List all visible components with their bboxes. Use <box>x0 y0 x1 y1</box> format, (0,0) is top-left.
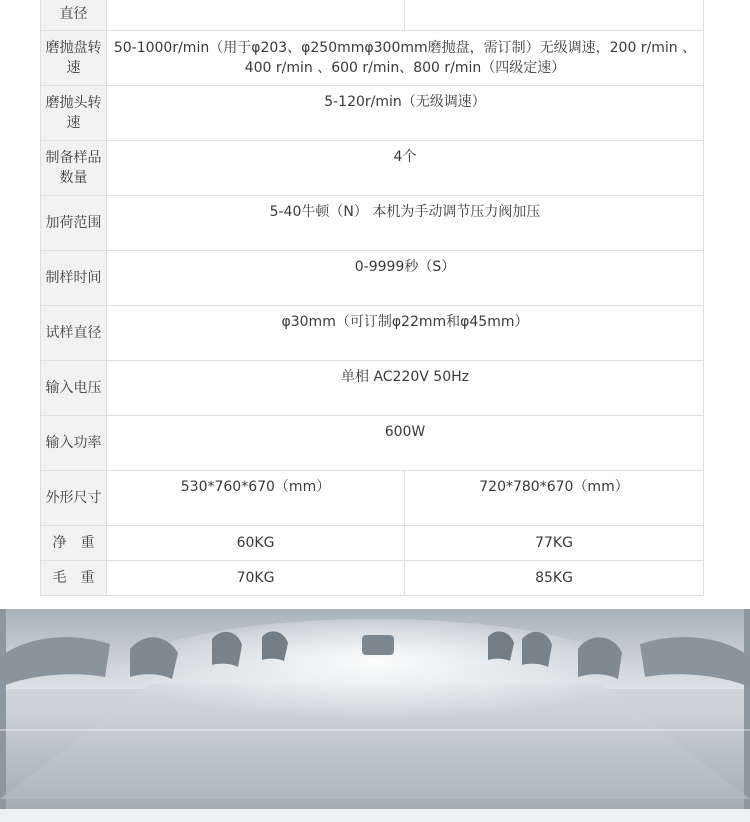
row-input-voltage-value: 单相 AC220V 50Hz <box>107 361 704 416</box>
row-gross-weight <box>41 561 704 596</box>
row-gross-weight-value-1: 70KG <box>107 561 405 596</box>
row-input-power <box>41 416 704 471</box>
row-load-range-label: 加荷范围 <box>41 196 107 251</box>
row-head-speed-label: 磨抛头转速 <box>41 86 107 141</box>
row-dimensions-value-1: 530*760*670（mm） <box>107 471 405 526</box>
spec-table <box>40 0 704 596</box>
row-diameter-value-1 <box>107 0 405 31</box>
row-prep-time-label: 制样时间 <box>41 251 107 306</box>
row-sample-diameter-value: φ30mm（可订制φ22mm和φ45mm） <box>107 306 704 361</box>
row-gross-weight-value-2: 85KG <box>405 561 704 596</box>
row-prep-time-value: 0-9999秒（S） <box>107 251 704 306</box>
row-dimensions <box>41 471 704 526</box>
row-dimensions-label: 外形尺寸 <box>41 471 107 526</box>
row-diameter-label: 直径 <box>41 0 107 31</box>
row-load-range-value: 5-40牛顿（N） 本机为手动调节压力阀加压 <box>107 196 704 251</box>
row-sample-diameter-label: 试样直径 <box>41 306 107 361</box>
row-dimensions-value-2: 720*780*670（mm） <box>405 471 704 526</box>
row-sample-count-label: 制备样品数量 <box>41 141 107 196</box>
row-input-voltage <box>41 361 704 416</box>
row-head-speed-value: 5-120r/min（无级调速） <box>107 86 704 141</box>
conference-room-photo <box>0 609 750 822</box>
row-input-voltage-label: 输入电压 <box>41 361 107 416</box>
row-net-weight-label: 净 重 <box>41 526 107 561</box>
row-gross-weight-label: 毛 重 <box>41 561 107 596</box>
row-sample-count <box>41 141 704 196</box>
row-input-power-label: 输入功率 <box>41 416 107 471</box>
row-net-weight <box>41 526 704 561</box>
row-net-weight-value-2: 77KG <box>405 526 704 561</box>
row-input-power-value: 600W <box>107 416 704 471</box>
row-disc-speed <box>41 31 704 86</box>
row-prep-time <box>41 251 704 306</box>
row-diameter-value-2 <box>405 0 704 31</box>
row-load-range <box>41 196 704 251</box>
row-disc-speed-value: 50-1000r/min（用于φ203、φ250mmφ300mm磨抛盘，需订制）无级调速，200 r/min 、400 r/min 、600 r/min、800 r/min（四级定速） <box>107 31 704 86</box>
row-disc-speed-label: 磨抛盘转速 <box>41 31 107 86</box>
section-gap <box>0 597 750 609</box>
row-sample-diameter <box>41 306 704 361</box>
row-head-speed <box>41 86 704 141</box>
row-net-weight-value-1: 60KG <box>107 526 405 561</box>
row-sample-count-value: 4个 <box>107 141 704 196</box>
row-diameter <box>41 0 704 31</box>
